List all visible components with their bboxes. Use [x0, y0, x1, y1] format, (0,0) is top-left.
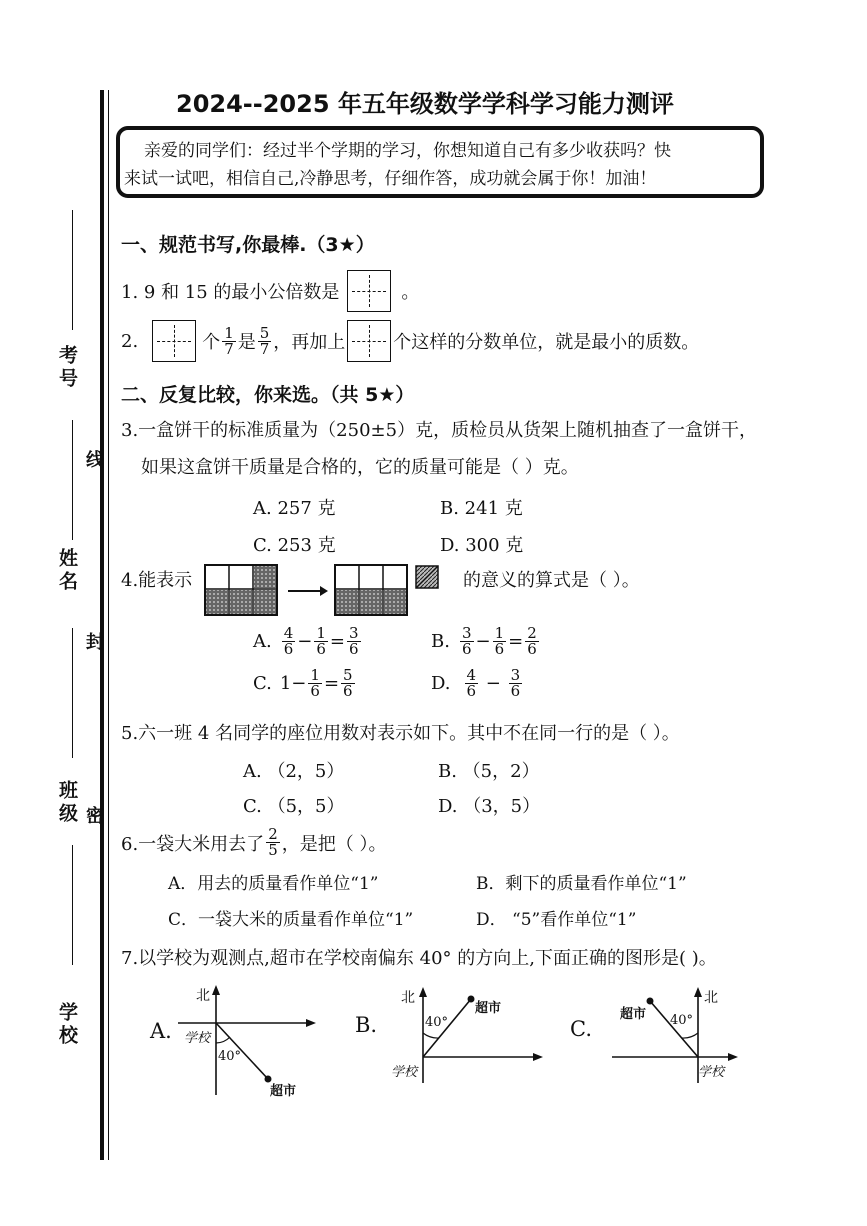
xingming-blank: [72, 420, 73, 540]
q3-option-b[interactable]: B. 241 克: [440, 498, 523, 519]
feng-label: 封: [83, 632, 104, 654]
q4-block-before: [205, 565, 277, 615]
q2-fraction-1: $\frac{1}{7}$: [224, 323, 234, 358]
q1-answer-box[interactable]: [347, 270, 391, 312]
question-4-prefix: 4.能表示: [121, 570, 193, 591]
xingming-label: 姓名: [56, 548, 78, 594]
q3-option-c[interactable]: C. 253 克: [253, 535, 336, 556]
q6-fraction: $\frac{2}{5}$: [268, 825, 278, 859]
banji-label: 班级: [56, 780, 78, 826]
kaohao-blank: [72, 210, 73, 330]
q7-c-market: 超市: [620, 1007, 647, 1022]
question-5: 5.六一班 4 名同学的座位用数对表示如下。其中不在同一行的是（ ）。: [121, 723, 680, 744]
q7-option-a[interactable]: [148, 985, 328, 1100]
q7-a-school: 学校: [184, 1031, 211, 1046]
q7-a-north: 北: [196, 988, 210, 1004]
q7-a-market: 超市: [270, 1084, 297, 1099]
banji-blank: [72, 628, 73, 758]
margin-thin-line: [108, 90, 109, 1160]
q7-a-diagram: [148, 985, 328, 1100]
kaohao-label: 考号: [56, 345, 78, 391]
q6-option-c[interactable]: C．一袋大米的质量看作单位“1”: [168, 910, 414, 930]
q7-b-school: 学校: [391, 1065, 418, 1080]
intro-line-1: 亲爱的同学们：经过半个学期的学习，你想知道自己有多少收获吗？快: [144, 141, 671, 161]
q7-b-market: 超市: [475, 1001, 502, 1016]
q6-option-a[interactable]: A．用去的质量看作单位“1”: [168, 874, 379, 894]
q5-option-a[interactable]: A. （2，5）: [243, 761, 345, 782]
intro-box: [116, 126, 764, 198]
section-1-title: 一、规范书写,你最棒.（3★）: [121, 234, 375, 256]
q7-option-b[interactable]: [355, 985, 555, 1085]
q7-c-north: 北: [704, 990, 718, 1006]
q3-option-a[interactable]: A. 257 克: [253, 498, 336, 519]
q2-answer-box-1[interactable]: [152, 320, 196, 362]
q6-suffix: ，是把（ ）。: [281, 833, 387, 855]
mi-label: 密: [83, 806, 104, 828]
question-3-line-2: 如果这盒饼干质量是合格的，它的质量可能是（ ）克。: [141, 457, 579, 478]
question-1: [121, 270, 419, 312]
q1-text: 1. 9 和 15 的最小公倍数是: [121, 282, 340, 303]
page-title: 2024--2025 年五年级数学学科学习能力测评: [176, 90, 674, 118]
q5-option-c[interactable]: C. （5，5）: [243, 796, 345, 817]
section-2-title: 二、反复比较，你来选。（共 5★）: [121, 384, 415, 406]
q7-b-north: 北: [401, 990, 415, 1006]
margin-thick-line: [100, 90, 104, 1160]
q4-option-d[interactable]: D. $\frac{4}{6}$ − $\frac{3}{6}$: [431, 666, 521, 700]
intro-line-2: 来试一试吧，相信自己,冷静思考，仔细作答，成功就会属于你！加油！: [124, 169, 657, 189]
q6-option-d[interactable]: D． “5”看作单位“1”: [476, 910, 637, 930]
q7-b-angle: 40°: [425, 1015, 449, 1030]
q4-removed-piece: [416, 566, 438, 588]
q4-fraction-figure: [200, 560, 480, 620]
q4-block-after: [335, 565, 407, 615]
question-6: [121, 827, 386, 858]
q3-option-d[interactable]: D. 300 克: [440, 535, 524, 556]
q7-c-label: C.: [570, 1017, 592, 1041]
q1-suffix: 。: [401, 282, 420, 303]
q2-answer-box-2[interactable]: [347, 320, 391, 362]
q4-option-c[interactable]: C. 1− $\frac{1}{6}$ = $\frac{5}{6}$: [253, 666, 353, 700]
q7-a-angle: 40°: [218, 1049, 242, 1064]
q7-c-school: 学校: [698, 1065, 725, 1080]
question-4-suffix: 的意义的算式是（ ）。: [463, 570, 640, 591]
q2-suffix: 个这样的分数单位，就是最小的质数。: [393, 332, 700, 353]
q7-b-label: B.: [355, 1013, 378, 1037]
q2-fraction-2: $\frac{5}{7}$: [259, 323, 270, 358]
q7-b-diagram: [355, 985, 555, 1085]
q5-option-d[interactable]: D. （3，5）: [438, 796, 541, 817]
xian-label: 线: [83, 450, 104, 472]
binding-margin: [0, 0, 130, 1226]
q2-jia: ，再加上: [273, 332, 346, 353]
q6-prefix: 6.一袋大米用去了: [121, 833, 265, 855]
q6-option-b[interactable]: B．剩下的质量看作单位“1”: [476, 874, 687, 894]
xuexiao-blank: [72, 845, 73, 965]
q4-option-b[interactable]: B. $\frac{3}{6}$ − $\frac{1}{6}$ = $\frac{2}{6}$: [431, 624, 537, 658]
q7-option-c[interactable]: [570, 985, 750, 1085]
question-3-line-1: 3.一盒饼干的标准质量为（250±5）克，质检员从货架上随机抽查了一盒饼干，: [121, 420, 758, 441]
q7-a-label: A.: [150, 1019, 172, 1043]
question-2: [121, 320, 699, 362]
q2-num: 2.: [121, 330, 139, 352]
xuexiao-label: 学校: [56, 1002, 78, 1048]
question-7: 7.以学校为观测点,超市在学校南偏东 40° 的方向上,下面正确的图形是( )。: [121, 948, 717, 969]
q4-option-a[interactable]: A. $\frac{4}{6}$ − $\frac{1}{6}$ = $\frac{3}{6}$: [253, 624, 359, 658]
q2-ge: 个: [202, 332, 221, 353]
q5-option-b[interactable]: B. （5，2）: [438, 761, 540, 782]
q2-shi: 是: [237, 332, 256, 353]
q7-c-angle: 40°: [670, 1013, 694, 1028]
